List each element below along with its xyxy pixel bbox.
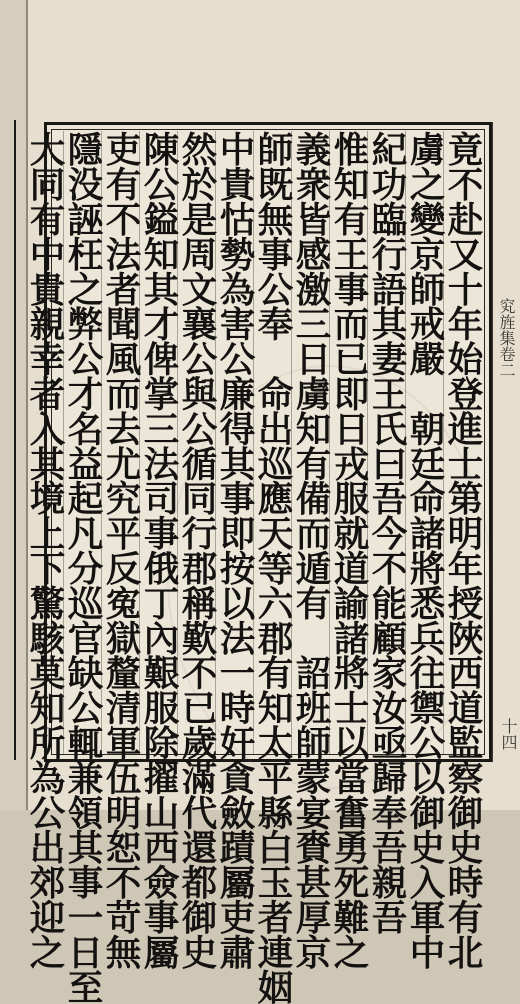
text-column: 惟知有王事而已即日戎服就道諭諸將士以當奮勇死難之 xyxy=(328,131,369,969)
text-column: 隱没誣枉之弊公才名益起凡分巡官缺公輒兼領其事一日至 xyxy=(62,131,103,1004)
text-column: 中貴怙勢為害公廉得其事即按以法一時奸貪斂蹟屬吏肅 xyxy=(214,131,255,969)
text-column: 大同有中貴親幸者入其境上下驚駭莫知所為公出郊迎之 xyxy=(24,131,65,969)
text-column: 陳公鎰知其才俾掌三法司事俄丁內艱服除擢山西僉事屬 xyxy=(138,131,179,969)
leaf-number: 十四 xyxy=(499,718,518,750)
text-column: 吏有不法者聞風而去尤究平反寃獄釐清軍伍明恕不苛無 xyxy=(100,131,141,969)
text-column: 竟不赴又十年始登進士第明年授陜西道監察御史時有北 xyxy=(442,131,483,969)
text-column: 然於是周文襄公與公循同行郡稱歎不已歲滿代還都御史 xyxy=(176,131,217,969)
text-column: 虜之變京師戒嚴 朝廷命諸將悉兵往禦公以御史入軍中 xyxy=(404,131,445,969)
text-column: 師既無事公奉 命出巡應天等六郡有知太平縣白玉者連姻 xyxy=(252,131,293,1004)
text-column: 義衆皆感激三日虜知有備而遁有 詔班師蒙宴賚甚厚京 xyxy=(290,131,331,969)
text-column: 紀功臨行語其妻王氏曰吾今不能顧家汝亟歸奉吾親吾 xyxy=(366,131,407,934)
fore-edge-title: 䆒旌集卷二 xyxy=(497,298,516,378)
text-columns xyxy=(24,131,483,1004)
text-frame xyxy=(24,122,492,1004)
fore-edge-strip xyxy=(492,122,519,762)
